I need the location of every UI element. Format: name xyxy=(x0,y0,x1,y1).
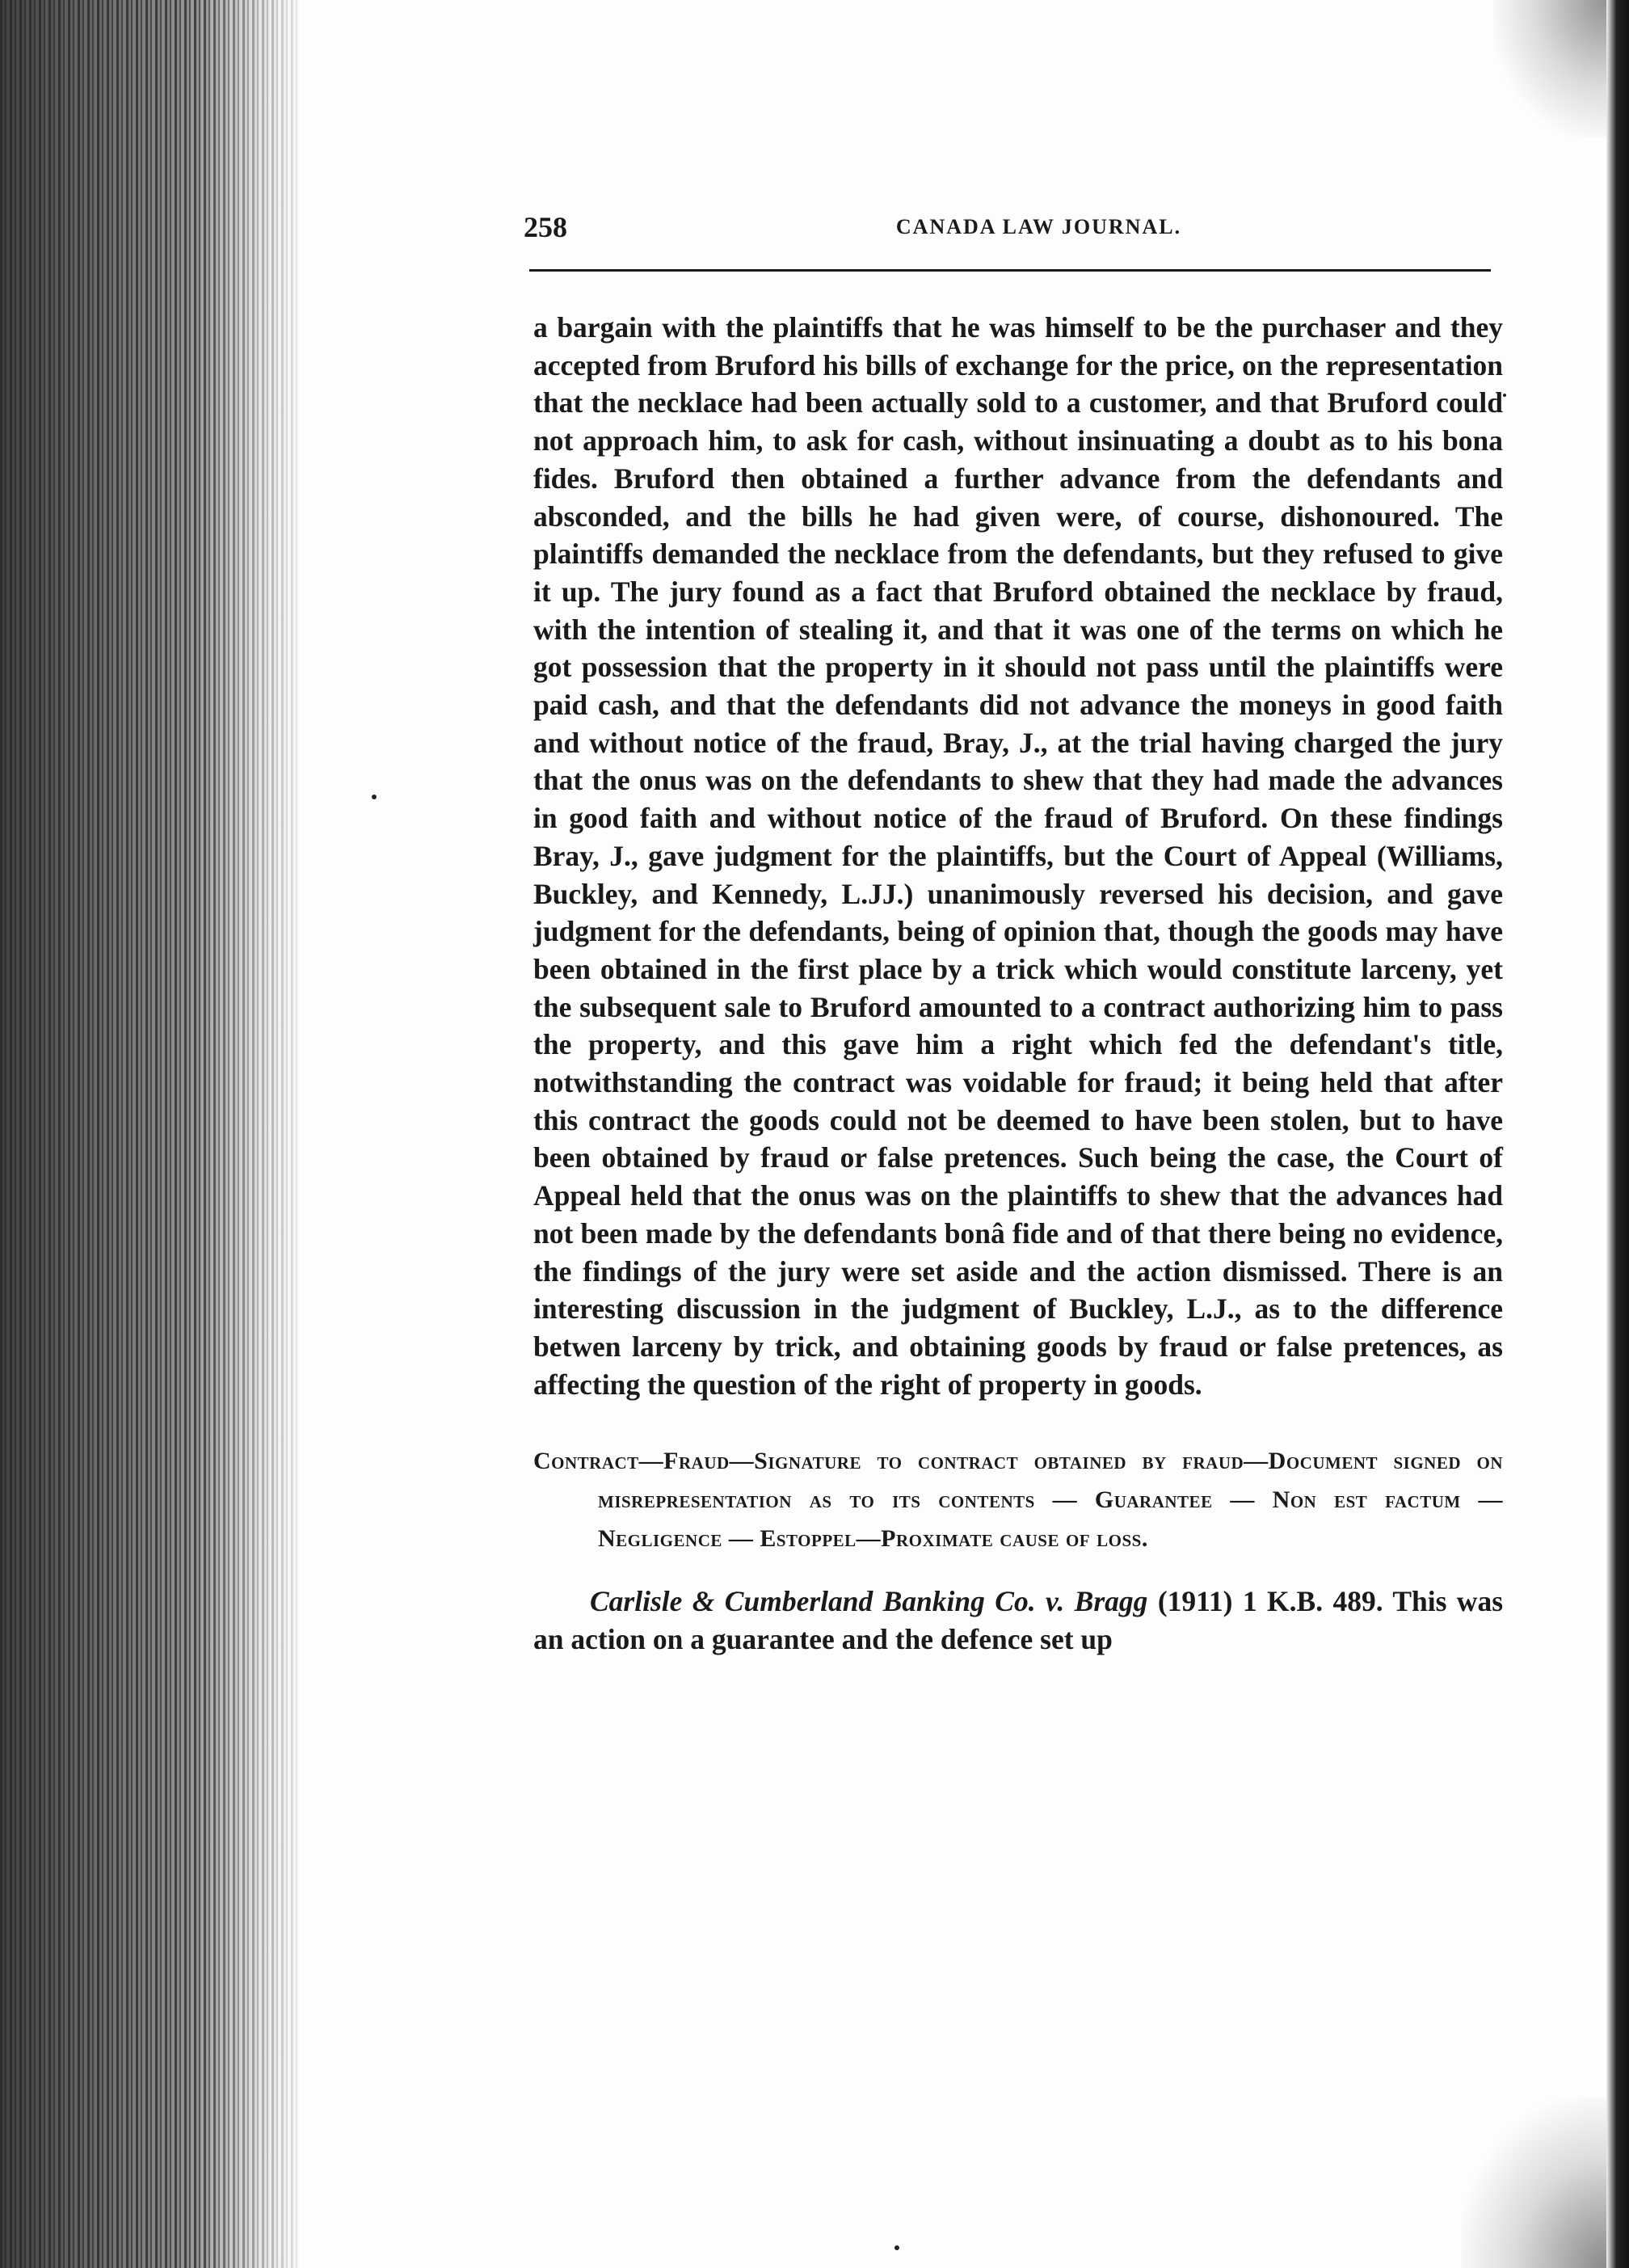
header-rule xyxy=(529,269,1491,272)
scan-speck xyxy=(372,795,377,799)
body-paragraph: a bargain with the plaintiffs that he was himself to be the purchaser and they accepted from Bruford his bills of exchange for the price, on the representation that the necklace had been actually sold to a customer, and that Bruford could not approach him, to ask for cash, without insinuating a doubt as to his bona fides. Bruford then obtained a further advance from the defendants and absconded, and the bills he had given were, of course, dishonoured. The plaintiffs demanded the necklace from the defendants, but they refused to give it up. The jury found as a fact that Bruford obtained the necklace by fraud, with the intention of stealing it, and that it was one of the terms on which he got possession that the property in it should not pass until the plaintiffs were paid cash, and that the defendants did not advance the moneys in good faith and without notice of the fraud, Bray, J., at the trial having charged the jury that the onus was on the defendants to shew that they had made the advances in good faith and without notice of the fraud of Bruford. On these findings Bray, J., gave judgment for the plaintiffs, but the Court of Appeal (Williams, Buckley, and Kennedy, L.JJ.) unanimously reversed his decision, and gave judgment for the defendants, being of opinion that, though the goods may have been obtained in the first place by a trick which would constitute larceny, yet the subsequent sale to Bruford amounted to a contract authorizing him to pass the property, and this gave him a right which fed the defendant's title, notwithstanding the contract was voidable for fraud; it being held that after this contract the goods could not be deemed to have been stolen, but to have been obtained by fraud or false pretences. Such being the case, the Court of Appeal held that the onus was on the plaintiffs to shew that the advances had not been made by the defendants bonâ fide and of that there being no evidence, the findings of the jury were set aside and the action dismissed. There is an interesting discussion in the judgment of Buckley, L.J., as to the difference betwen larceny by trick, and obtaining goods by fraud or false pretences, as affecting the question of the right of property in goods. xyxy=(533,311,1503,1401)
scan-right-edge xyxy=(1606,0,1629,2268)
page-number: 258 xyxy=(524,211,567,243)
scan-corner-shadow-top xyxy=(1493,0,1606,137)
case-citation-text: (1911) 1 K.B. 489. This was an action on a guarantee and the defence set up xyxy=(533,1585,1504,1656)
binding-fade xyxy=(202,0,315,2268)
journal-title: CANADA LAW JOURNAL. xyxy=(895,215,1182,238)
scan-speck xyxy=(1503,394,1506,397)
case-headnote: Contract—Fraud—Signature to contract obtained by fraud—Document signed on misrepresentation as to its contents — Guarantee — Non est factum — Negligence — Estoppel—Proximate cause of loss. xyxy=(533,1448,1503,1553)
scan-corner-shadow-bottom xyxy=(1461,2098,1606,2268)
text-column xyxy=(533,309,1503,1659)
case-name: Carlisle & Cumberland Banking Co. v. Bragg xyxy=(590,1585,1148,1618)
scan-speck xyxy=(894,2245,899,2250)
running-head xyxy=(524,210,1505,259)
case-paragraph xyxy=(533,1583,1503,1658)
